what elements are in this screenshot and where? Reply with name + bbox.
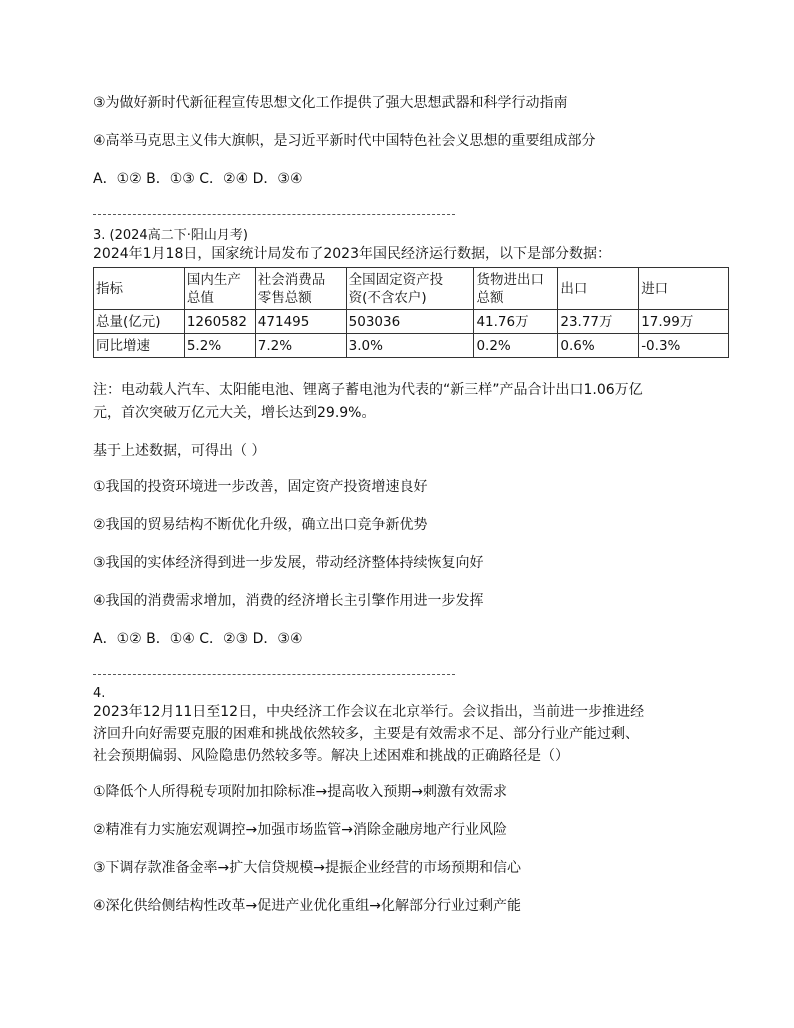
table-header-row — [94, 268, 729, 310]
table-header-cell: 货物进出口 总额 — [474, 268, 558, 310]
table-cell: -0.3% — [639, 334, 729, 358]
table-header-cell: 进口 — [639, 268, 729, 310]
q4-number: 4. — [93, 686, 106, 701]
q3-option-3: ③我国的实体经济得到进一步发展，带动经济整体持续恢复向好 — [93, 555, 484, 571]
q4-option-4: ④深化供给侧结构性改革→促进产业优化重组→化解部分行业过剩产能 — [93, 898, 522, 914]
q3-answer-choices: A．①② B．①④ C．②③ D．③④ — [93, 631, 303, 647]
table-cell: 0.6% — [558, 334, 639, 358]
q2-option-4: ④高举马克思主义伟大旗帜，是习近平新时代中国特色社会义思想的重要组成部分 — [93, 133, 596, 149]
table-row — [94, 334, 729, 358]
q4-option-3: ③下调存款准备金率→扩大信贷规模→提振企业经营的市场预期和信心 — [93, 860, 522, 876]
table-row — [94, 310, 729, 334]
q3-header: 3. (2024高二下·阳山月考) — [93, 228, 248, 243]
table-cell: 41.76万 — [474, 310, 558, 334]
q3-option-4: ④我国的消费需求增加，消费的经济增长主引擎作用进一步发挥 — [93, 593, 484, 609]
q4-option-1: ①降低个人所得税专项附加扣除标准→提高收入预期→刺激有效需求 — [93, 784, 508, 800]
q2-answer-choices: A．①② B．①③ C．②④ D．③④ — [93, 171, 303, 187]
q3-option-2: ②我国的贸易结构不断优化升级，确立出口竞争新优势 — [93, 517, 428, 533]
table-header-cell: 全国固定资产投 资(不含农户) — [346, 268, 474, 310]
table-cell: 471495 — [255, 310, 346, 334]
q4-stem-line-1: 2023年12月11日至12日，中央经济工作会议在北京举行。会议指出，当前进一步推进经 — [93, 704, 645, 720]
table-cell: 3.0% — [346, 334, 474, 358]
q3-question: 基于上述数据，可得出（ ） — [93, 443, 266, 459]
table-cell: 17.99万 — [639, 310, 729, 334]
q4-option-2: ②精准有力实施宏观调控→加强市场监管→消除金融房地产行业风险 — [93, 822, 508, 838]
table-cell: 同比增速 — [94, 334, 185, 358]
table-cell: 总量(亿元) — [94, 310, 185, 334]
table-header-cell: 出口 — [558, 268, 639, 310]
table-header-cell: 指标 — [94, 268, 185, 310]
table-header-cell: 社会消费品 零售总额 — [255, 268, 346, 310]
economic-data-table — [93, 267, 729, 358]
table-cell: 7.2% — [255, 334, 346, 358]
q3-note-line-2: 元，首次突破万亿元大关，增长达到29.9%。 — [93, 405, 376, 421]
table-cell: 5.2% — [184, 334, 255, 358]
q3-note-line-1: 注：电动载人汽车、太阳能电池、锂离子蓄电池为代表的“新三样”产品合计出口1.06万亿 — [93, 382, 643, 398]
table-cell: 23.77万 — [558, 310, 639, 334]
q3-option-1: ①我国的投资环境进一步改善，固定资产投资增速良好 — [93, 479, 428, 495]
divider — [93, 674, 455, 675]
q3-intro: 2024年1月18日，国家统计局发布了2023年国民经济运行数据，以下是部分数据： — [93, 246, 611, 262]
divider — [93, 214, 455, 215]
q4-stem-line-3: 社会预期偏弱、风险隐患仍然较多等。解决上述困难和挑战的正确路径是（） — [93, 748, 569, 764]
table-cell: 0.2% — [474, 334, 558, 358]
q2-option-3: ③为做好新时代新征程宣传思想文化工作提供了强大思想武器和科学行动指南 — [93, 95, 568, 111]
q4-stem-line-2: 济回升向好需要克服的困难和挑战依然较多，主要是有效需求不足、部分行业产能过剩、 — [93, 726, 639, 742]
table-cell: 503036 — [346, 310, 474, 334]
table-header-cell: 国内生产 总值 — [184, 268, 255, 310]
table-cell: 1260582 — [184, 310, 255, 334]
